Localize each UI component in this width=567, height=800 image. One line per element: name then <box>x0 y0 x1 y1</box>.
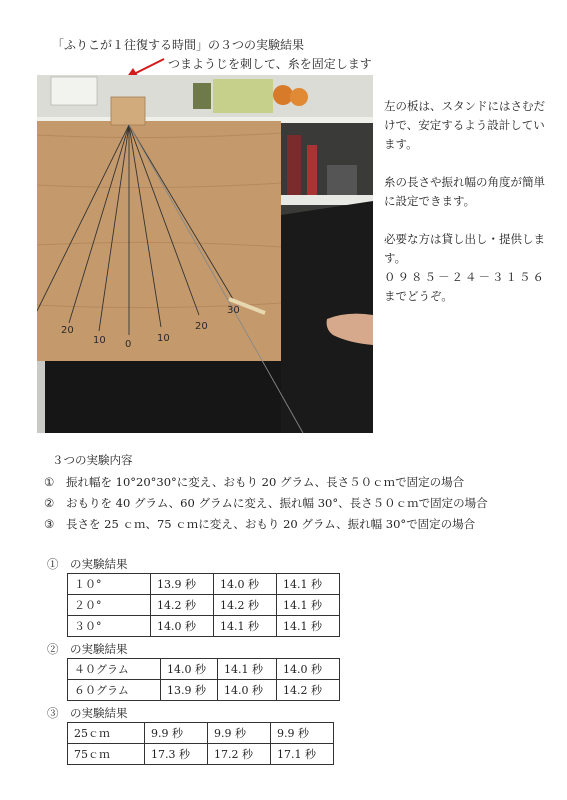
table-cell: 13.9 秒 <box>151 574 214 595</box>
pendulum-photo <box>37 75 373 433</box>
result-heading-2: ② の実験結果 <box>47 642 128 656</box>
table-row <box>68 680 340 701</box>
side-paragraph-lending: 必要な方は貸し出し・提供します。 <box>384 232 545 265</box>
table-cell: 14.1 秒 <box>277 574 340 595</box>
experiment-text: おもりを 40 グラム、60 グラムに変え、振れ幅 30°、長さ５０ｃｍで固定の場合 <box>66 496 488 510</box>
scale-label: 10 <box>93 335 106 346</box>
experiments-list <box>44 472 488 535</box>
table-cell: 14.0 秒 <box>214 574 277 595</box>
side-paragraph-contact: までどうぞ。 <box>384 289 453 303</box>
table-cell: 9.9 秒 <box>271 723 334 744</box>
result-table-2 <box>67 658 340 701</box>
experiment-text: 長さを 25 ｃｍ、75 ｃｍに変え、おもり 20 グラム、振れ幅 30°で固定の場合 <box>66 517 476 531</box>
phone-number: ０９８５－２４－３１５６ <box>384 270 546 284</box>
result-heading-1: ① の実験結果 <box>47 557 128 571</box>
side-paragraph-board: 左の板は、スタンドにはさむだけで、安定するよう設計しています。 <box>384 99 545 151</box>
table-row <box>68 574 340 595</box>
table-cell: 13.9 秒 <box>161 680 218 701</box>
table-cell: 17.3 秒 <box>145 744 208 765</box>
page-title: 「ふりこが１往復する時間」の３つの実験結果 <box>52 38 305 52</box>
scale-label: 20 <box>61 325 74 336</box>
table-cell: １０° <box>68 574 151 595</box>
table-row <box>68 659 340 680</box>
table-cell: 9.9 秒 <box>208 723 271 744</box>
scale-label: 20 <box>195 321 208 332</box>
experiment-number: ③ <box>44 517 55 531</box>
table-cell: 14.0 秒 <box>277 659 340 680</box>
table-cell: 9.9 秒 <box>145 723 208 744</box>
table-cell: 14.0 秒 <box>151 616 214 637</box>
scale-label: 30 <box>227 305 240 316</box>
table-cell: 17.1 秒 <box>271 744 334 765</box>
side-paragraph-settings: 糸の長さや振れ幅の角度が簡単に設定できます。 <box>384 175 545 208</box>
table-cell: 14.1 秒 <box>277 616 340 637</box>
table-cell: 14.2 秒 <box>214 595 277 616</box>
result-table-1 <box>67 573 340 637</box>
table-cell: 75ｃｍ <box>68 744 145 765</box>
experiments-heading: ３つの実験内容 <box>52 453 133 467</box>
photo-callout: つまようじを刺して、糸を固定します <box>168 57 372 71</box>
table-cell: 14.0 秒 <box>161 659 218 680</box>
table-cell: 14.1 秒 <box>214 616 277 637</box>
table-row <box>68 616 340 637</box>
experiment-item <box>44 514 488 535</box>
table-cell: ２０° <box>68 595 151 616</box>
experiment-number: ② <box>44 496 55 510</box>
table-cell: 17.2 秒 <box>208 744 271 765</box>
scale-label: 0 <box>125 339 132 350</box>
table-cell: 14.1 秒 <box>218 659 277 680</box>
table-cell: 25ｃｍ <box>68 723 145 744</box>
table-cell: 14.1 秒 <box>277 595 340 616</box>
table-cell: ４０グラム <box>68 659 161 680</box>
experiment-item <box>44 493 488 514</box>
table-row <box>68 744 334 765</box>
table-cell: 14.2 秒 <box>277 680 340 701</box>
result-table-3 <box>67 722 334 765</box>
experiment-text: 振れ幅を 10°20°30°に変え、おもり 20 グラム、長さ５０ｃｍで固定の場合 <box>66 475 465 489</box>
result-heading-3: ③ の実験結果 <box>47 706 128 720</box>
table-cell: ６０グラム <box>68 680 161 701</box>
side-description <box>384 97 554 306</box>
experiment-number: ① <box>44 475 55 489</box>
table-cell: 14.0 秒 <box>218 680 277 701</box>
table-cell: ３０° <box>68 616 151 637</box>
table-row <box>68 595 340 616</box>
scale-label: 10 <box>157 333 170 344</box>
table-row <box>68 723 334 744</box>
experiment-item <box>44 472 488 493</box>
table-cell: 14.2 秒 <box>151 595 214 616</box>
